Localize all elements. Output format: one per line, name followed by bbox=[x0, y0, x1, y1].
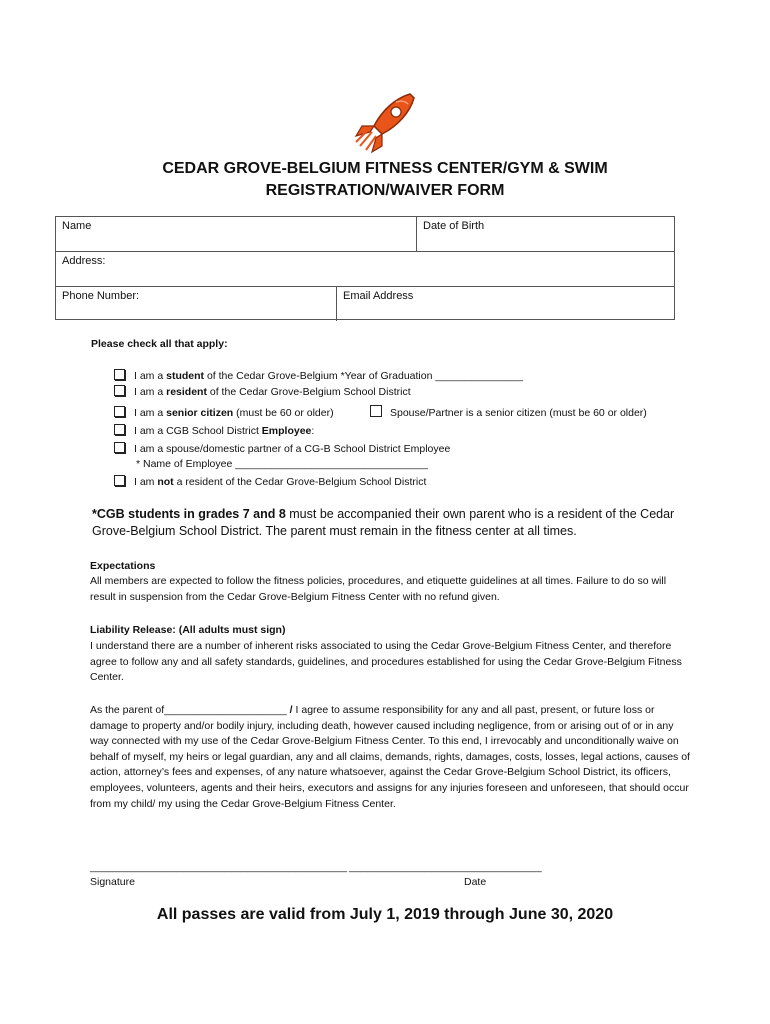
list-item-spouse-senior bbox=[370, 405, 647, 419]
email-label: Email Address bbox=[343, 290, 414, 302]
student-checkbox[interactable] bbox=[114, 369, 125, 380]
nonresident-bold: not bbox=[157, 476, 174, 488]
name-field[interactable] bbox=[56, 217, 416, 251]
liability-body: I understand there are a number of inherent risks associated to using the Cedar Grove-Belgium Fitness Center, and therefore agree to follow any and all safety standards, guidelines, and procedures established for using the Cedar Grove-Belgium Fitness Center. bbox=[90, 640, 682, 684]
date-label: Date bbox=[464, 876, 487, 888]
parent-release-paragraph bbox=[90, 703, 690, 812]
name-label: Name bbox=[62, 220, 92, 232]
spouse-employee-checkbox[interactable] bbox=[114, 442, 125, 453]
signature-line[interactable]: ____________________________________________ bbox=[90, 861, 347, 873]
employee-text-rest: : bbox=[311, 425, 315, 437]
resident-bold: resident bbox=[166, 386, 207, 398]
expectations-body: All members are expected to follow the fitness policies, procedures, and etiquette guidelines at all times. Failure to do so will result in suspension from the Cedar Grove-Belgium Fitness Center with no refund given. bbox=[90, 575, 667, 603]
resident-text-rest: of the Cedar Grove-Belgium School District bbox=[206, 386, 411, 398]
student-text: I am a bbox=[134, 370, 167, 382]
nonresident-text: I am bbox=[134, 476, 158, 488]
phone-field[interactable] bbox=[56, 287, 336, 321]
phone-label: Phone Number: bbox=[62, 290, 140, 302]
address-field[interactable] bbox=[56, 252, 674, 286]
checklist-heading: Please check all that apply: bbox=[91, 338, 228, 350]
address-label: Address: bbox=[62, 255, 106, 267]
employee-bold: Employee bbox=[261, 425, 312, 437]
notice-line1: must be accompanied their own parent who is a resident of the Cedar bbox=[285, 507, 675, 521]
rocket-logo-icon bbox=[352, 92, 418, 154]
spouse-senior-checkbox[interactable] bbox=[370, 405, 382, 417]
form-title-line1: CEDAR GROVE-BELGIUM FITNESS CENTER/GYM & SWIM bbox=[162, 160, 608, 177]
student-text-rest: of the Cedar Grove-Belgium *Year of Graduation _______________ bbox=[204, 370, 523, 382]
senior-text-rest: (must be 60 or older) bbox=[233, 407, 334, 419]
spouse-senior-text: Spouse/Partner is a senior citizen (must be 60 or older) bbox=[390, 407, 647, 419]
date-line[interactable]: _________________________________ bbox=[349, 861, 542, 873]
dob-field[interactable] bbox=[416, 217, 674, 251]
senior-bold: senior citizen bbox=[166, 407, 234, 419]
employee-text: I am a CGB School District bbox=[134, 425, 262, 437]
list-item-employee bbox=[114, 424, 314, 437]
email-field[interactable] bbox=[336, 287, 674, 321]
resident-text: I am a bbox=[134, 386, 167, 398]
senior-checkbox[interactable] bbox=[114, 406, 125, 417]
liability-heading: Liability Release: (All adults must sign) bbox=[90, 624, 286, 636]
list-item-nonresident bbox=[114, 475, 426, 488]
notice-bold: *CGB students in grades 7 and 8 bbox=[92, 507, 286, 521]
resident-checkbox[interactable] bbox=[114, 385, 125, 396]
contact-row bbox=[56, 287, 674, 321]
student-parent-notice bbox=[92, 506, 692, 540]
employee-name-line[interactable]: * Name of Employee _________________________________ bbox=[136, 458, 428, 470]
parent-release-body: I agree to assume responsibility for any and all past, present, or future loss or damage to property and/or bodily injury, including death, however caused including negligence, from or arising out of or in any way connected with my use of the Cedar Grove-Belgium Fitness Center. To this end, I irrevocably and unconditionally waive on behalf of myself, my heirs or legal guardian, any and all claims, demands, rights, damages, costs, losses, legal actions, causes of action, attorney’s fees and expenses, of any nature whatsoever, against the Cedar Grove-Belgium School District, its officers, employees, volunteers, agents and their heirs, executors and assigns for any injuries foreseen and unforeseen, that should occur from my child/ my using the Cedar Grove-Belgium Fitness Center. bbox=[90, 704, 690, 810]
list-item-senior bbox=[114, 406, 334, 419]
address-row bbox=[56, 252, 674, 287]
nonresident-checkbox[interactable] bbox=[114, 475, 125, 486]
expectations-heading: Expectations bbox=[90, 560, 156, 572]
registration-fields-table bbox=[55, 216, 675, 320]
student-bold: student bbox=[166, 370, 205, 382]
employee-checkbox[interactable] bbox=[114, 424, 125, 435]
notice-line2: Grove-Belgium School District. The parent must remain in the fitness center at all times. bbox=[92, 524, 577, 538]
list-item-student bbox=[114, 369, 523, 382]
name-row bbox=[56, 217, 674, 252]
pass-validity-footer: All passes are valid from July 1, 2019 through June 30, 2020 bbox=[156, 906, 614, 923]
signature-label: Signature bbox=[90, 876, 135, 888]
senior-text: I am a bbox=[134, 407, 167, 419]
nonresident-text-rest: a resident of the Cedar Grove-Belgium School District bbox=[173, 476, 427, 488]
list-item-resident bbox=[114, 385, 411, 398]
list-item-spouse-employee bbox=[114, 442, 450, 455]
release-slash: / bbox=[286, 704, 296, 716]
form-title-line2: REGISTRATION/WAIVER FORM bbox=[265, 182, 505, 199]
spouse-employee-text: I am a spouse/domestic partner of a CG-B School District Employee bbox=[134, 443, 451, 455]
parent-of-line[interactable]: As the parent of_____________________ bbox=[90, 704, 287, 716]
dob-label: Date of Birth bbox=[423, 220, 485, 232]
